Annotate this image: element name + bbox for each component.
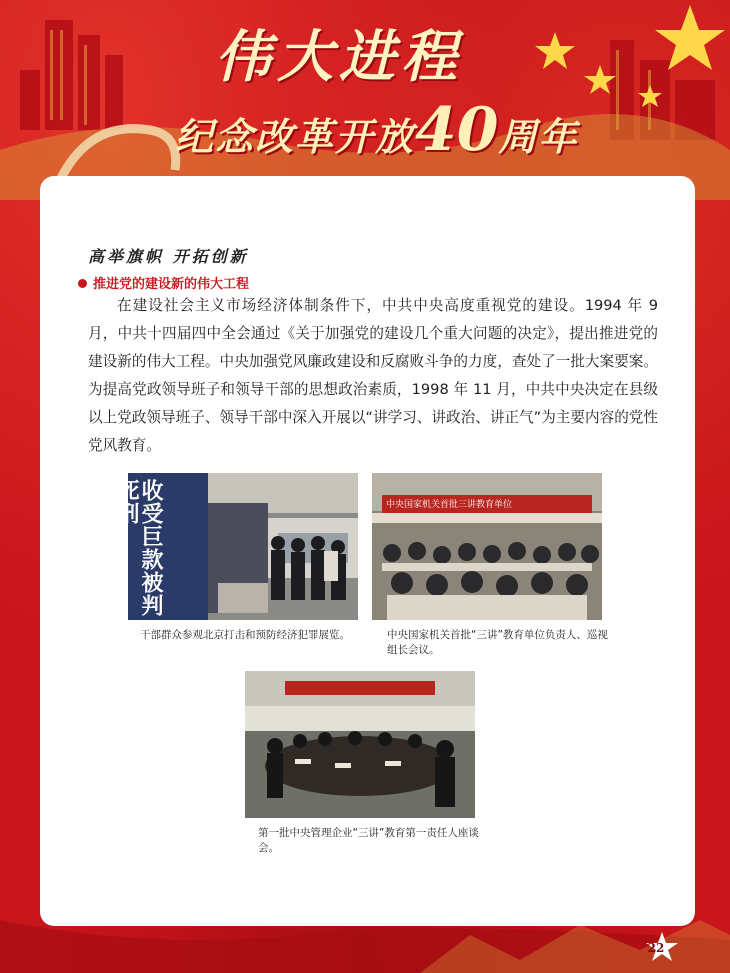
page-subtitle xyxy=(175,95,579,165)
page-number: 22 xyxy=(647,941,665,955)
subtitle-number: 40 xyxy=(415,95,499,165)
bullet-dot-icon xyxy=(78,279,87,288)
caption-exhibition: 干部群众参观北京打击和预防经济犯罪展览。 xyxy=(140,629,350,641)
page-title: 伟大进程 xyxy=(215,24,463,90)
photo-meeting xyxy=(245,671,475,818)
subtitle-suffix: 周年 xyxy=(498,114,579,159)
sub-heading-text: 推进党的建设新的伟大工程 xyxy=(93,277,250,292)
section-heading: 高举旗帜 开拓创新 xyxy=(88,247,249,266)
caption-meeting: 第一批中央管理企业“三讲”教育第一责任人座谈会。 xyxy=(258,827,479,854)
sub-heading xyxy=(78,273,249,292)
subtitle-prefix: 纪念改革开放 xyxy=(175,114,416,159)
exhibition-banner-text: 收受巨款被判死刑 xyxy=(114,479,163,617)
caption-conference: 中央国家机关首批“三讲”教育单位负责人、巡视组长会议。 xyxy=(387,629,608,656)
photo-exhibition xyxy=(114,473,358,620)
body-paragraph: 在建设社会主义市场经济体制条件下，中共中央高度重视党的建设。1994 年 9 月，中共十四届四中全会通过《关于加强党的建设几个重大问题的决定》，提出推进党的建设新的伟大工程。中央加强党风廉政建设和反腐败斗争的力度，查处了一批大案要案。为提高党政领导班子和领导干部的思想政治素质，1998 年 11 月，中共中央决定在县级以上党政领导班子、领导干部中深入开展以“讲学习、讲政治、讲正气”为主要内容的党性党风教育。 xyxy=(88,297,658,454)
conference-banner-text: 中央国家机关首批三讲教育单位 xyxy=(386,500,513,510)
photo-conference xyxy=(372,473,602,620)
